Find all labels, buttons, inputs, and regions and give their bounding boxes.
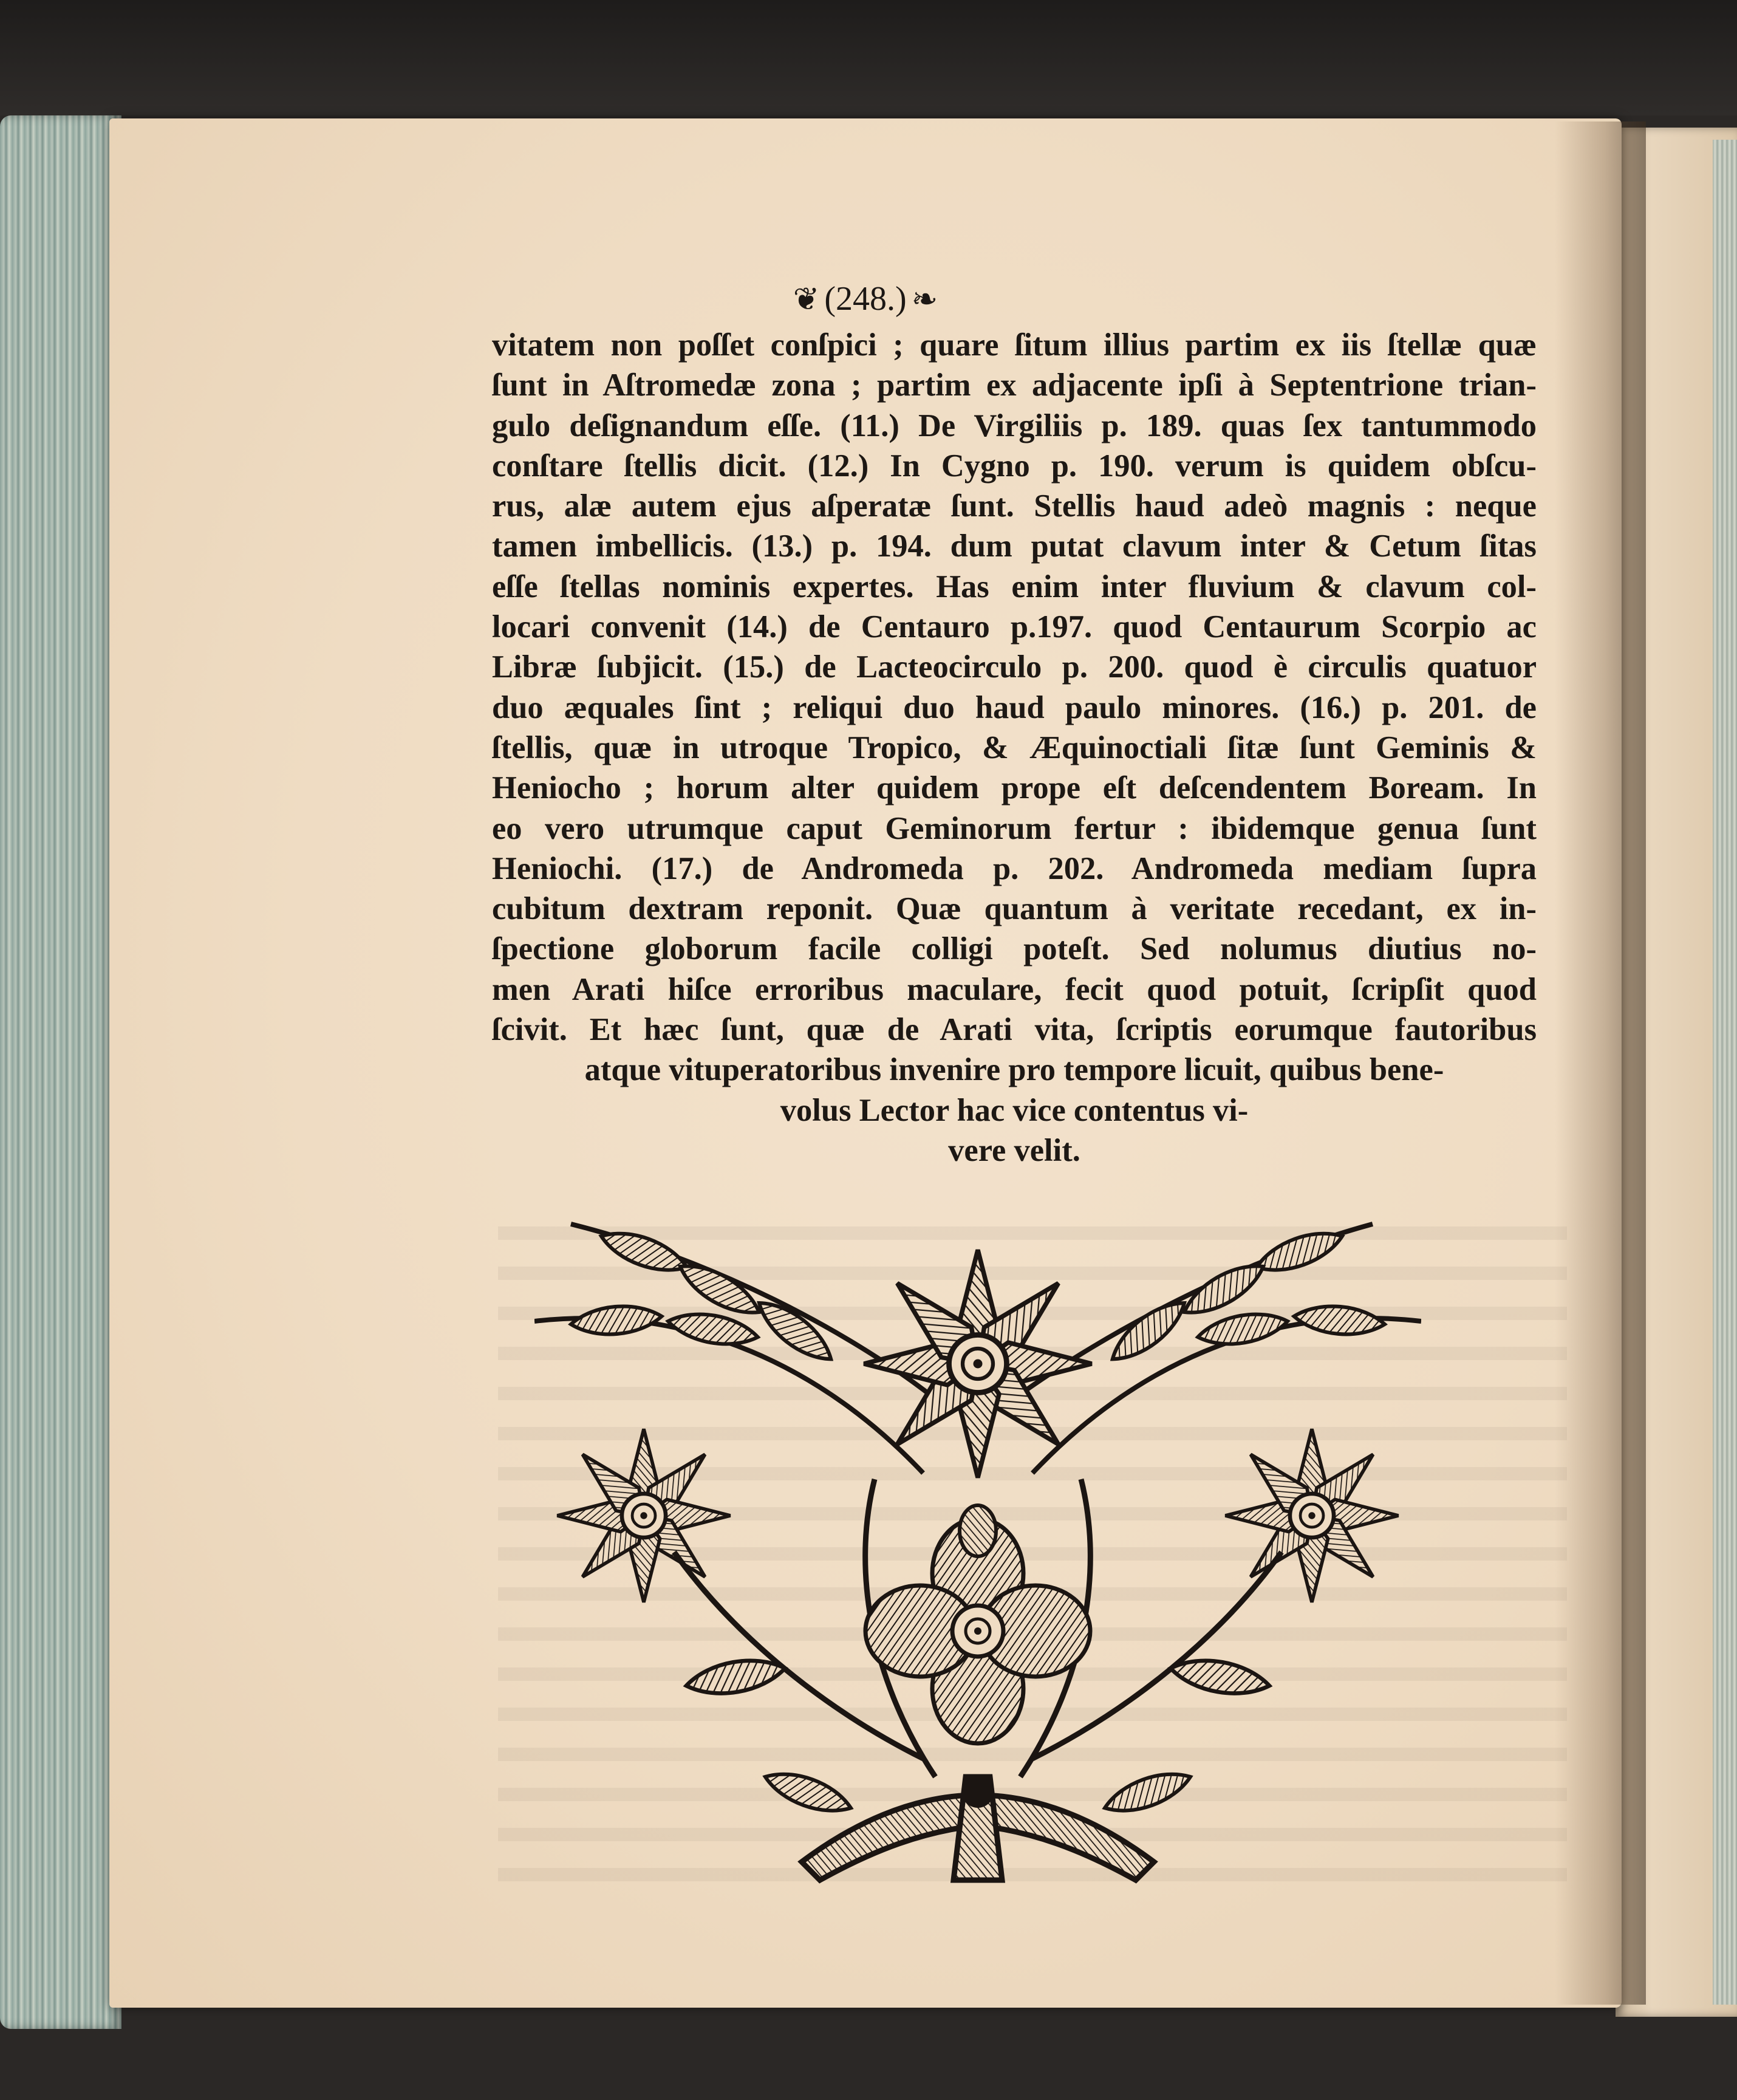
text-line: gulo deſignandum eſſe. (11.) De Virgiliis p. 189. quas ſex tantummodo — [492, 408, 1537, 443]
text-line: eſſe ſtellas nominis expertes. Has enim inter fluvium & clavum col- — [492, 569, 1537, 604]
text-line: Heniocho ; horum alter quidem prope eſt deſcendentem Boream. In — [492, 770, 1537, 806]
text-line: eo vero utrumque caput Geminorum fertur : ibidemque genua ſunt — [492, 810, 1537, 846]
backdrop — [0, 0, 1737, 115]
text-line: ſcivit. Et hæc ſunt, quæ de Arati vita, ſcriptis eorumque fautoribus — [492, 1012, 1537, 1048]
text-line: ſpectione globorum facile colligi poteſt. Sed nolumus diutius no- — [492, 931, 1537, 967]
open-book — [0, 103, 1737, 2035]
body-text — [492, 325, 1537, 1171]
page-gutter — [1555, 121, 1646, 2005]
closing-line: atque vituperatoribus invenire pro tempore licuit, quibus bene- — [584, 1052, 1444, 1088]
text-line: rus, alæ autem ejus aſperatæ ſunt. Stellis haud adeò magnis : neque — [492, 488, 1537, 524]
page-edges-right — [1713, 140, 1737, 2005]
page-header — [109, 279, 1622, 318]
text-line: cubitum dextram reponit. Quæ quantum à veritate recedant, ex in- — [492, 891, 1537, 927]
book-page — [109, 118, 1622, 2008]
text-line: men Arati hiſce erroribus maculare, fecit quod potuit, ſcripſit quod — [492, 971, 1537, 1007]
closing-line: volus Lector hac vice contentus vi- — [780, 1092, 1249, 1128]
text-line: ſtellis, quæ in utroque Tropico, & Æquinoctiali ſitæ ſunt Geminis & — [492, 730, 1537, 765]
woodcut-floral-ornament-icon — [534, 1212, 1421, 1892]
closing-line: vere velit. — [948, 1132, 1080, 1168]
left-ornament-icon: ❦ — [793, 282, 820, 317]
page-number: (248.) — [824, 280, 907, 318]
text-line: tamen imbellicis. (13.) p. 194. dum putat clavum inter & Cetum ſitas — [492, 528, 1537, 564]
text-line: conſtare ſtellis dicit. (12.) In Cygno p. 190. verum is quidem obſcu- — [492, 448, 1537, 484]
page-edges-left — [0, 115, 121, 2029]
text-line: Heniochi. (17.) de Andromeda p. 202. Andromeda mediam ſupra — [492, 850, 1537, 886]
text-line: vitatem non poſſet conſpici ; quare ſitum illius partim ex iis ſtellæ quæ — [492, 327, 1537, 363]
text-line: locari convenit (14.) de Centauro p.197. quod Centaurum Scorpio ac — [492, 609, 1537, 645]
text-line: Libræ ſubjicit. (15.) de Lacteocirculo p. 200. quod è circulis quatuor — [492, 649, 1537, 685]
right-ornament-icon: ❧ — [911, 282, 938, 317]
text-line: ſunt in Aſtromedæ zona ; partim ex adjacente ipſi à Septentrione trian- — [492, 368, 1537, 403]
text-line: duo æquales ſint ; reliqui duo haud paulo minores. (16.) p. 201. de — [492, 689, 1537, 725]
